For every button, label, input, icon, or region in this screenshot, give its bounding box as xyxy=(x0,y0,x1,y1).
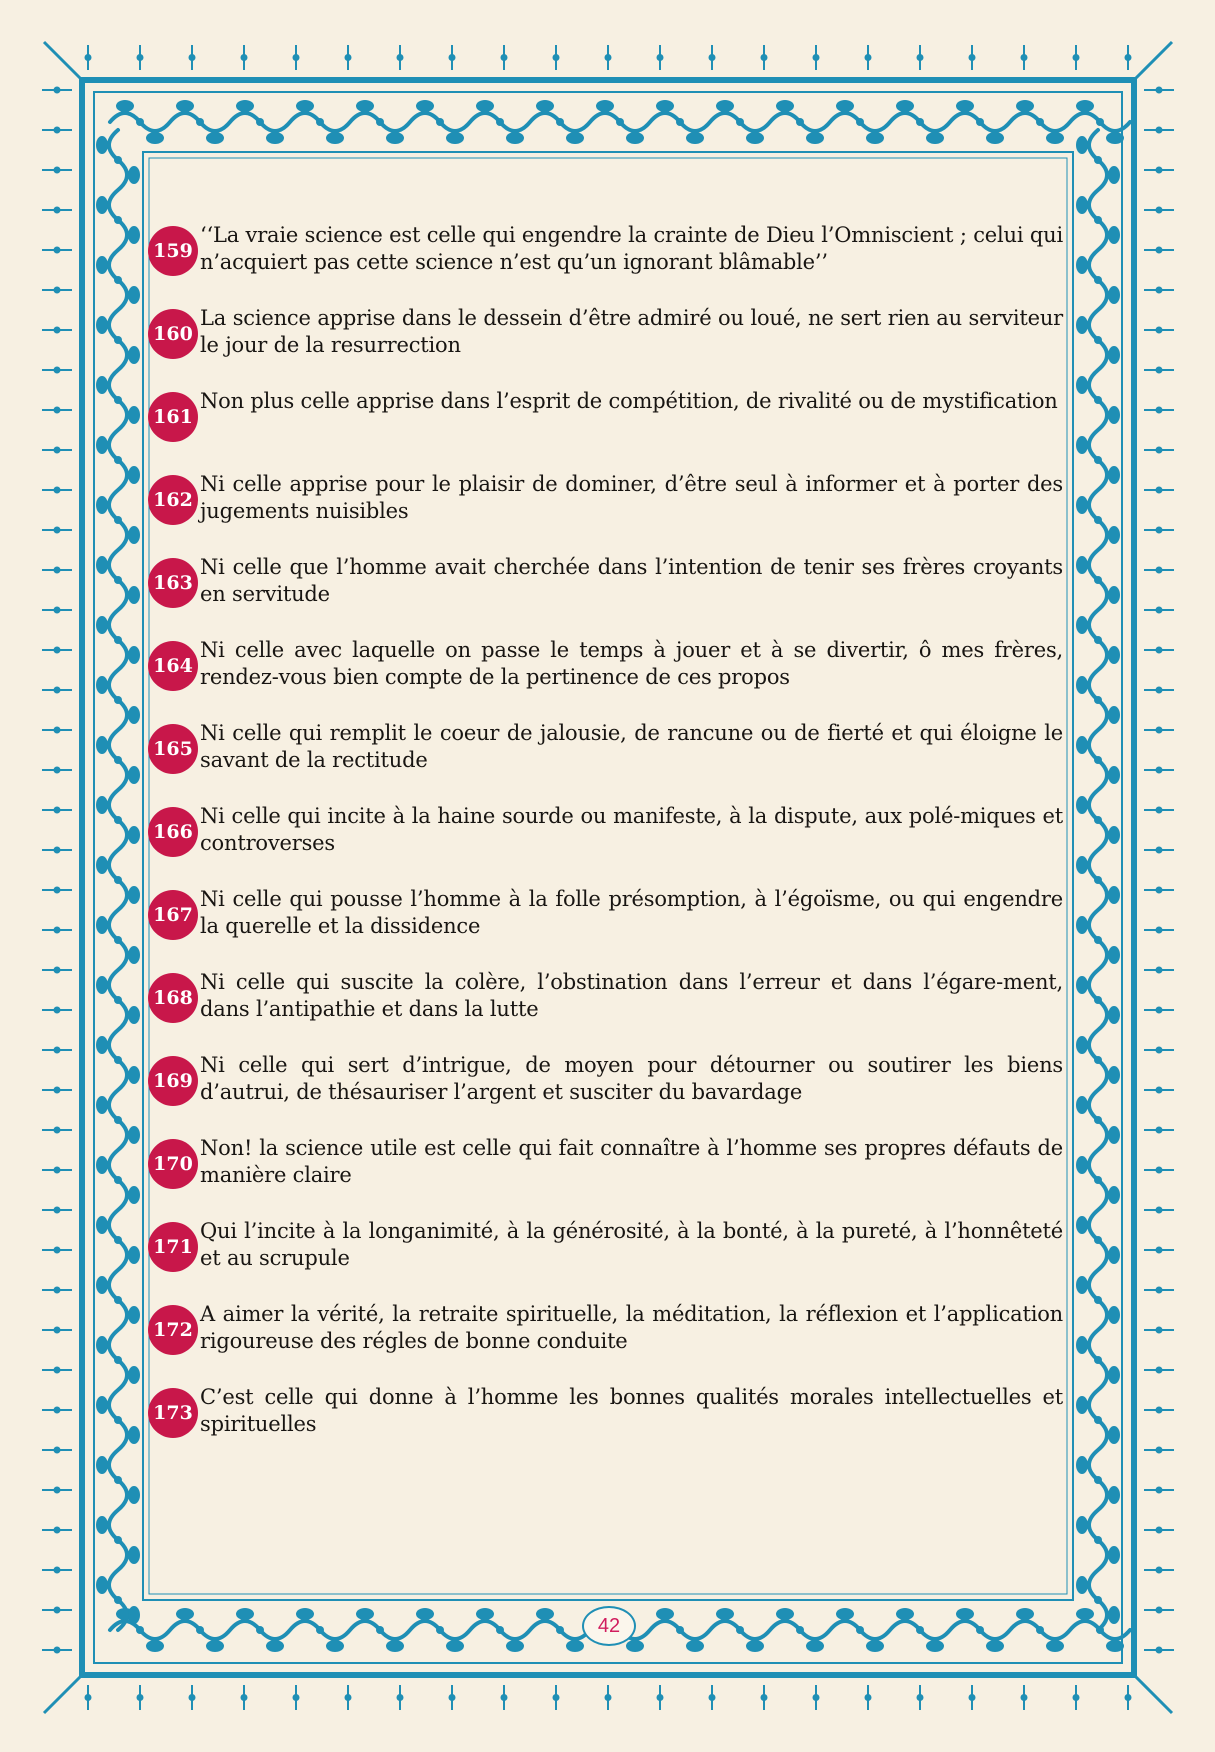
verse-number-badge: 169 xyxy=(148,1056,198,1106)
verse-168 xyxy=(148,969,1063,1052)
verse-number-badge: 159 xyxy=(148,226,198,276)
verse-159 xyxy=(148,222,1063,305)
verse-text: Ni celle qui pousse l’homme à la folle présomption, à l’égoïsme, ou qui engendre la querelle et la dissidence xyxy=(200,887,1063,938)
verse-number-badge: 166 xyxy=(148,807,198,857)
verse-160 xyxy=(148,305,1063,388)
verse-text: Non! la science utile est celle qui fait connaître à l’homme ses propres défauts de manière claire xyxy=(200,1136,1063,1187)
verse-text: C’est celle qui donne à l’homme les bonnes qualités morales intellectuelles et spirituelles xyxy=(200,1385,1063,1436)
verse-number-badge: 165 xyxy=(148,724,198,774)
verse-text: Ni celle que l’homme avait cherchée dans l’intention de tenir ses frères croyants en servitude xyxy=(200,555,1063,606)
verse-number-badge: 160 xyxy=(148,309,198,359)
verse-167 xyxy=(148,886,1063,969)
verse-161 xyxy=(148,388,1063,471)
verse-text: Ni celle qui remplit le coeur de jalousie, de rancune ou de fierté et qui éloigne le savant de la rectitude xyxy=(200,721,1063,772)
verse-text: La science apprise dans le dessein d’être admiré ou loué, ne sert rien au serviteur le jour de la resurrection xyxy=(200,306,1063,357)
verse-162 xyxy=(148,471,1063,554)
verse-text: A aimer la vérité, la retraite spirituelle, la méditation, la réflexion et l’application rigoureuse des régles de bonne conduite xyxy=(200,1302,1063,1353)
verse-number-badge: 172 xyxy=(148,1305,198,1355)
verse-163 xyxy=(148,554,1063,637)
verse-170 xyxy=(148,1135,1063,1218)
verse-171 xyxy=(148,1218,1063,1301)
verse-text: Ni celle qui sert d’intrigue, de moyen pour détourner ou soutirer les biens d’autrui, de thésauriser l’argent et susciter du bavardage xyxy=(200,1053,1063,1104)
verse-165 xyxy=(148,720,1063,803)
verse-164 xyxy=(148,637,1063,720)
verse-number-badge: 170 xyxy=(148,1139,198,1189)
verse-text: Qui l’incite à la longanimité, à la générosité, à la bonté, à la pureté, à l’honnêteté et au scrupule xyxy=(200,1219,1063,1270)
verse-number-badge: 161 xyxy=(148,392,198,442)
verse-text: Ni celle qui suscite la colère, l’obstination dans l’erreur et dans l’égare-ment, dans l’antipathie et dans la lutte xyxy=(200,970,1063,1021)
verse-number-badge: 173 xyxy=(148,1388,198,1438)
verse-number-badge: 168 xyxy=(148,973,198,1023)
verse-173 xyxy=(148,1384,1063,1467)
verse-text: Ni celle apprise pour le plaisir de dominer, d’être seul à informer et à porter des jugements nuisibles xyxy=(200,472,1063,523)
verse-number-badge: 167 xyxy=(148,890,198,940)
verse-169 xyxy=(148,1052,1063,1135)
verse-number-badge: 163 xyxy=(148,558,198,608)
verse-text: ‘‘La vraie science est celle qui engendre la crainte de Dieu l’Omniscient ; celui qui n’acquiert pas cette science n’est qu’un ignorant blâmable’’ xyxy=(200,223,1063,274)
verse-list xyxy=(148,222,1063,1467)
verse-number-badge: 162 xyxy=(148,475,198,525)
verse-172 xyxy=(148,1301,1063,1384)
verse-166 xyxy=(148,803,1063,886)
verse-text: Ni celle avec laquelle on passe le temps à jouer et à se divertir, ô mes frères, rendez-vous bien compte de la pertinence de ces propos xyxy=(200,638,1063,689)
page-number: 42 xyxy=(582,1606,636,1646)
verse-number-badge: 171 xyxy=(148,1222,198,1272)
verse-text: Ni celle qui incite à la haine sourde ou manifeste, à la dispute, aux polé-miques et controverses xyxy=(200,804,1063,855)
verse-text: Non plus celle apprise dans l’esprit de compétition, de rivalité ou de mystification xyxy=(200,389,1058,413)
verse-number-badge: 164 xyxy=(148,641,198,691)
